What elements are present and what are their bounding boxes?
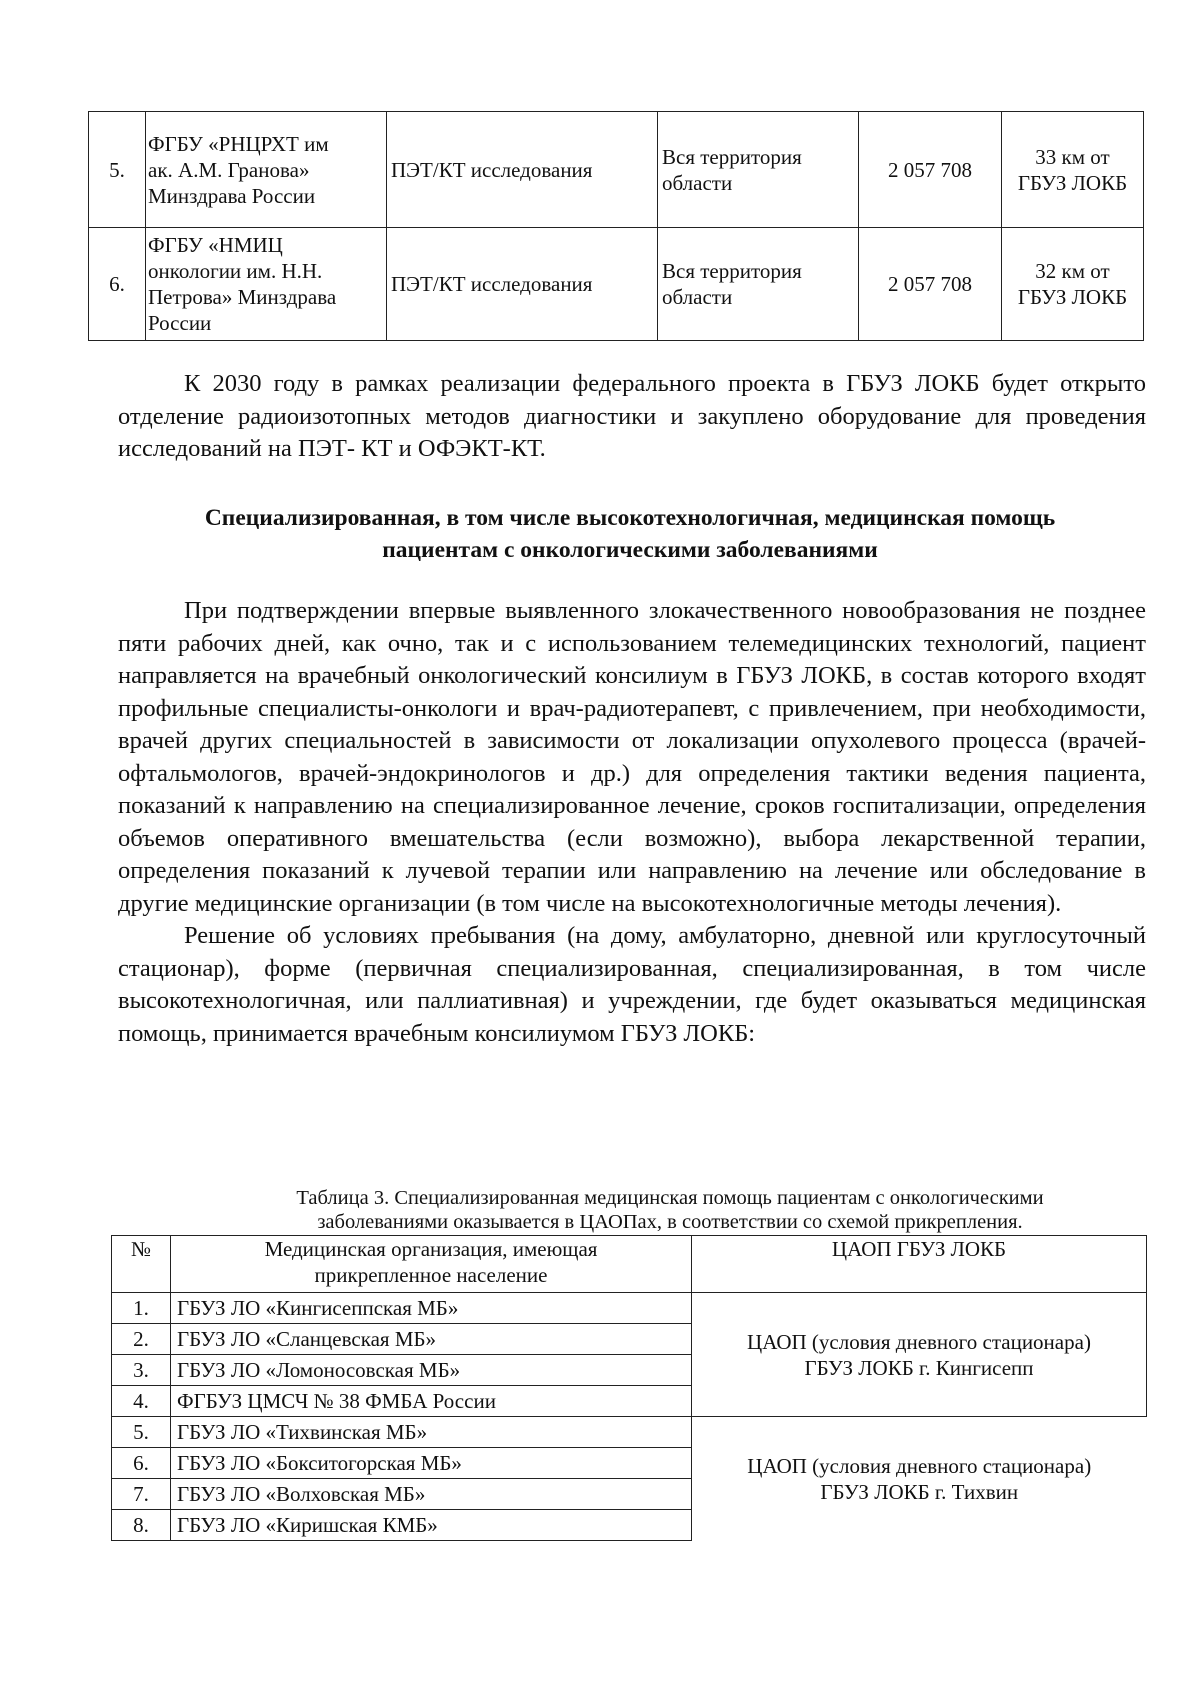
paragraph-plan-2030: К 2030 году в рамках реализации федерального проекта в ГБУЗ ЛОКБ будет открыто отделение радиоизотопных методов диагностики и закуплено оборудование для проведения исследований на ПЭТ- КТ и ОФЭКТ-КТ. bbox=[118, 370, 1146, 462]
organization-cell: ФГБУ «НМИЦ онкологии им. Н.Н. Петрова» Минздрава России bbox=[146, 228, 387, 341]
territory-cell: Вся территория области bbox=[658, 228, 859, 341]
column-header-organization: Медицинская организация, имеющая прикрепленное население bbox=[171, 1236, 692, 1293]
paragraph-decision: Решение об условиях пребывания (на дому, амбулаторно, дневной или круглосуточный стационар), форме (первичная специализированная, специализированная, в том числе высокотехнологичная, или паллиативная) и учреждении, где будет оказываться медицинская помощь, принимается врачебным консилиумом ГБУЗ ЛОКБ: bbox=[118, 922, 1146, 1047]
organization-cell: ГБУЗ ЛО «Тихвинская МБ» bbox=[171, 1417, 692, 1448]
row-number: 5. bbox=[89, 112, 146, 228]
organization-cell: ГБУЗ ЛО «Кингисеппская МБ» bbox=[171, 1293, 692, 1324]
organization-cell: ФГБУ «РНЦРХТ им ак. А.М. Гранова» Минздрава России bbox=[146, 112, 387, 228]
hub-tikhvin: ЦАОП (условия дневного стационара) ГБУЗ ЛОКБ г. Тихвин bbox=[692, 1417, 1147, 1541]
row-number: 2. bbox=[112, 1324, 171, 1355]
table-header-row bbox=[112, 1236, 1147, 1293]
distance-cell: 32 км от ГБУЗ ЛОКБ bbox=[1002, 228, 1144, 341]
organization-cell: ГБУЗ ЛО «Киришская КМБ» bbox=[171, 1510, 692, 1541]
population-cell: 2 057 708 bbox=[859, 228, 1002, 341]
column-header-number: № bbox=[112, 1236, 171, 1293]
paragraph-consilium: При подтверждении впервые выявленного злокачественного новообразования не позднее пяти рабочих дней, как очно, так и с использованием телемедицинских технологий, пациент направляется на врачебный онкологический консилиум в ГБУЗ ЛОКБ, в состав которого входят профильные специалисты-онкологи и врач-радиотерапевт, с привлечением, при необходимости, врачей других специальностей в зависимости от локализации опухолевого процесса (врачей-офтальмологов, врачей-эндокринологов и др.) для определения тактики ведения пациента, показаний к направлению на специализированное лечение, сроков госпитализации, определения объемов оперативного вмешательства (если возможно), выбора лекарственной терапии, определения показаний к лучевой терапии или направлению на лечение или обследование в другие медицинские организации (в том числе на высокотехнологичные методы лечения). Решение об условиях пребывания (на дому, амбулаторно, дневной или круглосуточный стационар), форме (первичная специализированная, специализированная, в том числе высокотехнологичная, или паллиативная) и учреждении, где будет оказываться медицинская помощь, принимается врачебным консилиумом ГБУЗ ЛОКБ: bbox=[118, 595, 1146, 1050]
row-number: 3. bbox=[112, 1355, 171, 1386]
organization-cell: ГБУЗ ЛО «Бокситогорская МБ» bbox=[171, 1448, 692, 1479]
table-row bbox=[112, 1417, 1147, 1448]
attachment-table bbox=[111, 1235, 1147, 1541]
distance-cell: 33 км от ГБУЗ ЛОКБ bbox=[1002, 112, 1144, 228]
row-number: 4. bbox=[112, 1386, 171, 1417]
table-caption: Таблица 3. Специализированная медицинская помощь пациентам с онкологическими заболеваниями оказывается в ЦАОПах, в соответствии со схемой прикрепления. bbox=[296, 1187, 1044, 1233]
column-header-center: ЦАОП ГБУЗ ЛОКБ bbox=[692, 1236, 1147, 1293]
row-number: 7. bbox=[112, 1479, 171, 1510]
row-number: 8. bbox=[112, 1510, 171, 1541]
table-row bbox=[89, 112, 1144, 228]
organization-cell: ГБУЗ ЛО «Ломоносовская МБ» bbox=[171, 1355, 692, 1386]
organization-cell: ФГБУЗ ЦМСЧ № 38 ФМБА России bbox=[171, 1386, 692, 1417]
table-row bbox=[89, 228, 1144, 341]
hub-kingisepp: ЦАОП (условия дневного стационара) ГБУЗ ЛОКБ г. Кингисепп bbox=[692, 1293, 1147, 1417]
section-heading: Специализированная, в том числе высокотехнологичная, медицинская помощь пациентам с онкологическими заболеваниями bbox=[204, 505, 1056, 563]
service-cell: ПЭТ/КТ исследования bbox=[387, 228, 658, 341]
service-cell: ПЭТ/КТ исследования bbox=[387, 112, 658, 228]
row-number: 5. bbox=[112, 1417, 171, 1448]
organization-cell: ГБУЗ ЛО «Сланцевская МБ» bbox=[171, 1324, 692, 1355]
facilities-table bbox=[88, 111, 1144, 341]
table-row bbox=[112, 1293, 1147, 1324]
row-number: 6. bbox=[112, 1448, 171, 1479]
row-number: 1. bbox=[112, 1293, 171, 1324]
row-number: 6. bbox=[89, 228, 146, 341]
territory-cell: Вся территория области bbox=[658, 112, 859, 228]
organization-cell: ГБУЗ ЛО «Волховская МБ» bbox=[171, 1479, 692, 1510]
population-cell: 2 057 708 bbox=[859, 112, 1002, 228]
